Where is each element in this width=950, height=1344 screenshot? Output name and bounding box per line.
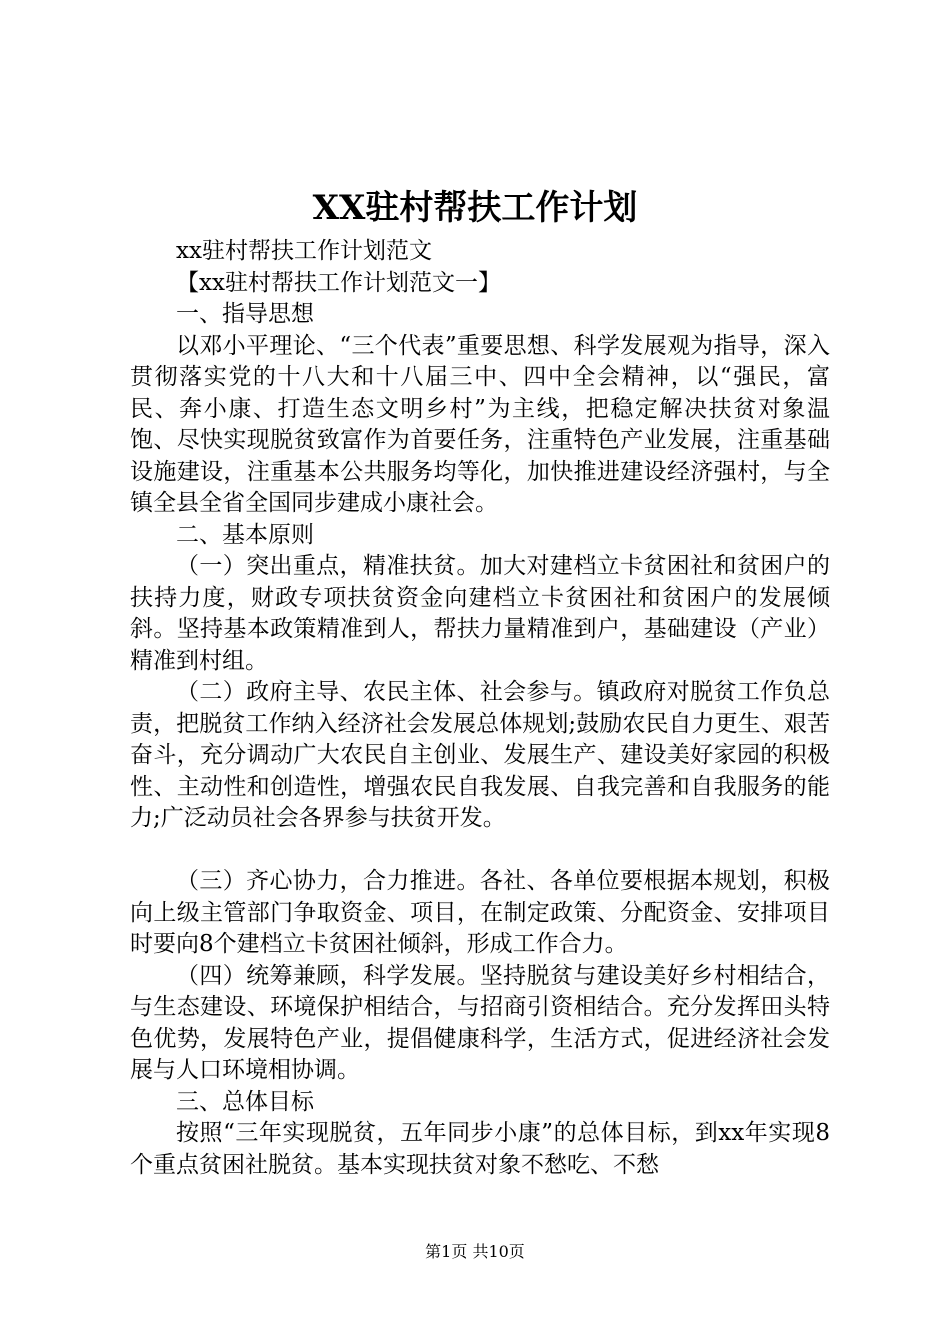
heading-overall-goal: 三、总体目标 — [176, 1088, 314, 1115]
heading-basic-principles: 二、基本原则 — [176, 521, 314, 548]
document-body — [130, 236, 830, 1181]
paragraph-overall-goal: 按照“三年实现脱贫，五年同步小康”的总体目标，到xx年实现8个重点贫困社脱贫。基本实现扶贫对象不愁吃、不愁 — [130, 1120, 830, 1178]
paragraph-guiding-thought: 以邓小平理论、“三个代表”重要思想、科学发展观为指导，深入贯彻落实党的十八大和十八届三中、四中全会精神，以“强民，富民、奔小康、打造生态文明乡村”为主线，把稳定解决扶贫对象温饱、尽快实现脱贫致富作为首要任务，注重特色产业发展，注重基础设施建设，注重基本公共服务均等化，加快推进建设经济强村，与全镇全县全省全国同步建成小康社会。 — [130, 332, 830, 516]
paragraph-principle-1: （一）突出重点，精准扶贫。加大对建档立卡贫困社和贫困户的扶持力度，财政专项扶贫资金向建档立卡贫困社和贫困户的发展倾斜。坚持基本政策精准到人，帮扶力量精准到户，基础建设（产业）精准到村组。 — [130, 553, 830, 674]
paragraph-section-heading: 【xx驻村帮扶工作计划范文一】 — [176, 269, 501, 296]
paragraph-subtitle: xx驻村帮扶工作计划范文 — [176, 238, 432, 264]
heading-guiding-thought: 一、指导思想 — [176, 301, 314, 327]
paragraph-principle-2: （二）政府主导、农民主体、社会参与。镇政府对脱贫工作负总责，把脱贫工作纳入经济社会发展总体规划;鼓励农民自力更生、艰苦奋斗，充分调动广大农民自主创业、发展生产、建设美好家园的积极性、主动性和创造性，增强农民自我发展、自我完善和自我服务的能力;广泛动员社会各界参与扶贫开发。 — [130, 679, 830, 831]
paragraph-principle-4: （四）统筹兼顾，科学发展。坚持脱贫与建设美好乡村相结合，与生态建设、环境保护相结合，与招商引资相结合。充分发挥田头特色优势，发展特色产业，提倡健康科学，生活方式，促进经济社会发展与人口环境相协调。 — [130, 962, 830, 1083]
paragraph-principle-3: （三）齐心协力，合力推进。各社、各单位要根据本规划，积极向上级主管部门争取资金、项目，在制定政策、分配资金、安排项目时要向8个建档立卡贫困社倾斜，形成工作合力。 — [130, 868, 830, 957]
document-title: XX驻村帮扶工作计划 — [312, 188, 638, 228]
page-number-footer: 第1页 共10页 — [425, 1242, 525, 1261]
